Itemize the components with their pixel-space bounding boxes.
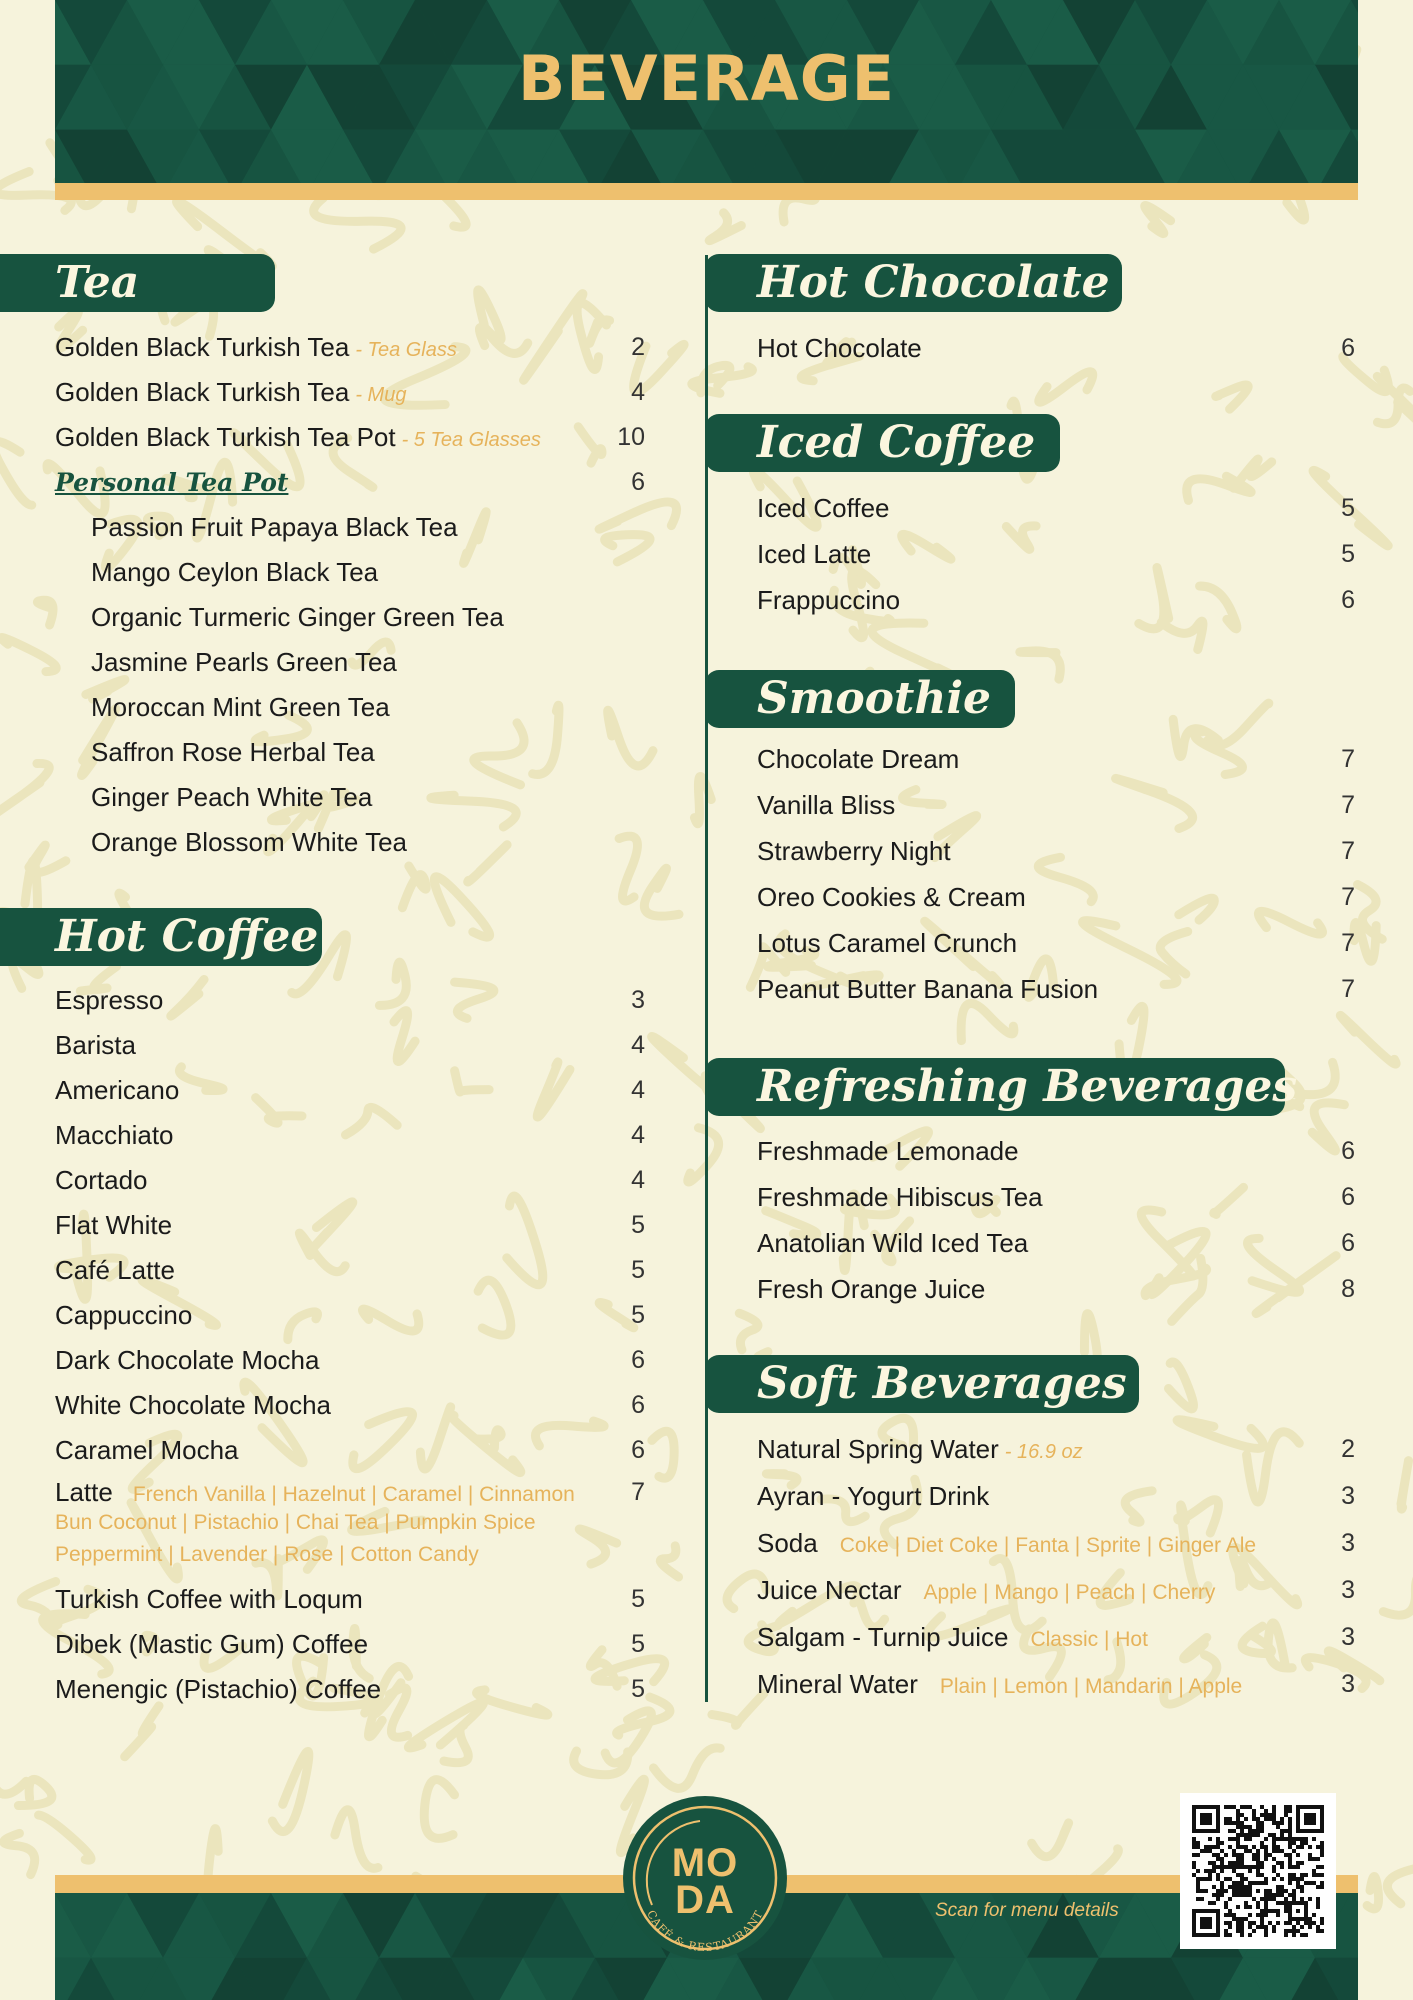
item-price: 6 — [631, 1436, 645, 1464]
item-name: Cappuccino — [55, 1300, 193, 1330]
item-name: Flat White — [55, 1210, 173, 1240]
item-price: 6 — [631, 1346, 645, 1374]
section-heading-iced-coffee: Iced Coffee — [705, 414, 1060, 472]
item-name: Iced Latte — [757, 539, 872, 569]
menu-item — [757, 875, 1355, 921]
menu-item — [55, 1158, 645, 1203]
item-note: - Tea Glass — [355, 339, 457, 361]
item-price: 4 — [631, 1121, 645, 1149]
item-price: 6 — [631, 468, 645, 496]
menu-item — [757, 1615, 1355, 1662]
smoothie-list — [757, 737, 1355, 1013]
item-price: 5 — [1341, 494, 1355, 522]
item-options: Classic | Hot — [1030, 1628, 1148, 1651]
menu-item — [757, 578, 1355, 624]
menu-item — [757, 1221, 1355, 1267]
item-price: 4 — [631, 378, 645, 406]
item-name: Turkish Coffee with Loqum — [55, 1584, 363, 1614]
item-name: White Chocolate Mocha — [55, 1390, 332, 1420]
logo-text-top: MO — [671, 1841, 739, 1885]
item-name: Barista — [55, 1030, 136, 1060]
item-price: 6 — [1341, 1229, 1355, 1257]
menu-item — [757, 1662, 1355, 1709]
item-options: French Vanilla | Hazelnut | Caramel | Cinnamon — [132, 1483, 575, 1506]
item-options: Plain | Lemon | Mandarin | Apple — [939, 1675, 1243, 1698]
menu-item — [55, 1248, 645, 1293]
menu-item — [757, 1175, 1355, 1221]
item-price: 5 — [631, 1585, 645, 1613]
item-name: Menengic (Pistachio) Coffee — [55, 1674, 382, 1704]
logo-text-bottom: DA — [675, 1878, 735, 1922]
section-heading-hot-chocolate: Hot Chocolate — [705, 254, 1122, 312]
item-options: Coke | Diet Coke | Fanta | Sprite | Ginger Ale — [839, 1534, 1257, 1557]
tea-variety: Organic Turmeric Ginger Green Tea — [91, 602, 504, 632]
item-name: Soda — [757, 1528, 818, 1558]
menu-item — [757, 1427, 1355, 1474]
menu-item — [55, 415, 645, 460]
item-name: Dibek (Mastic Gum) Coffee — [55, 1629, 369, 1659]
tea-list — [55, 325, 645, 865]
moda-logo — [620, 1793, 790, 1963]
item-price: 4 — [631, 1166, 645, 1194]
item-name: Cortado — [55, 1165, 148, 1195]
item-price: 7 — [1341, 975, 1355, 1003]
menu-item — [757, 1129, 1355, 1175]
soft-beverages-list — [757, 1427, 1355, 1709]
item-price: 3 — [1341, 1482, 1355, 1510]
item-name: Caramel Mocha — [55, 1435, 239, 1465]
item-options: Bun Coconut | Pistachio | Chai Tea | Pumpkin Spice — [55, 1511, 536, 1534]
item-price: 5 — [631, 1256, 645, 1284]
menu-item — [55, 1577, 645, 1622]
item-price: 4 — [631, 1031, 645, 1059]
menu-item — [55, 1338, 645, 1383]
item-options: Peppermint | Lavender | Rose | Cotton Candy — [55, 1543, 479, 1566]
item-price: 3 — [1341, 1576, 1355, 1604]
section-heading-smoothie: Smoothie — [705, 670, 1015, 728]
menu-item — [55, 978, 645, 1023]
item-name: Frappuccino — [757, 585, 901, 615]
header-gold-stripe — [55, 183, 1358, 200]
tea-variety: Saffron Rose Herbal Tea — [91, 737, 375, 767]
menu-item — [55, 1068, 645, 1113]
item-price: 7 — [1341, 883, 1355, 911]
item-name: Salgam - Turnip Juice — [757, 1622, 1009, 1652]
tea-variety: Ginger Peach White Tea — [91, 782, 373, 812]
item-name: Anatolian Wild Iced Tea — [757, 1228, 1029, 1258]
item-note: - 5 Tea Glasses — [401, 429, 541, 451]
item-price: 6 — [1341, 1183, 1355, 1211]
section-heading-hot-coffee: Hot Coffee — [0, 908, 322, 966]
section-heading-refreshing-beverages: Refreshing Beverages — [705, 1058, 1285, 1116]
menu-item — [55, 1293, 645, 1338]
item-price: 3 — [1341, 1623, 1355, 1651]
item-name: Freshmade Lemonade — [757, 1136, 1019, 1166]
page-title: BEVERAGE — [518, 42, 895, 115]
item-price: 5 — [631, 1301, 645, 1329]
menu-item — [55, 1113, 645, 1158]
iced-coffee-list — [757, 486, 1355, 624]
item-name: Dark Chocolate Mocha — [55, 1345, 320, 1375]
qr-code-icon — [1192, 1805, 1324, 1937]
item-name: Peanut Butter Banana Fusion — [757, 974, 1099, 1004]
section-heading-soft-beverages: Soft Beverages — [705, 1355, 1139, 1413]
scan-label: Scan for menu details — [935, 1900, 1119, 1921]
item-name: Macchiato — [55, 1120, 174, 1150]
personal-tea-pot-link[interactable] — [55, 460, 645, 505]
hot-coffee-list — [55, 978, 645, 1712]
item-name: Golden Black Turkish Tea — [55, 332, 350, 362]
menu-item — [757, 486, 1355, 532]
menu-item — [757, 1521, 1355, 1568]
menu-item — [757, 967, 1355, 1013]
item-price: 6 — [1341, 1137, 1355, 1165]
item-price: 6 — [631, 1391, 645, 1419]
item-price: 5 — [1341, 540, 1355, 568]
menu-item-latte — [55, 1473, 645, 1507]
menu-item — [55, 1203, 645, 1248]
menu-item — [55, 1428, 645, 1473]
qr-code[interactable] — [1180, 1793, 1336, 1949]
item-name: Latte — [55, 1477, 113, 1507]
item-price: 7 — [631, 1478, 645, 1506]
item-price: 3 — [1341, 1529, 1355, 1557]
item-price: 5 — [631, 1630, 645, 1658]
menu-item — [757, 783, 1355, 829]
item-name: Strawberry Night — [757, 836, 951, 866]
menu-item — [55, 325, 645, 370]
item-name: Vanilla Bliss — [757, 790, 896, 820]
menu-item — [55, 1622, 645, 1667]
menu-item — [757, 737, 1355, 783]
item-name: Lotus Caramel Crunch — [757, 928, 1018, 958]
item-price: 10 — [617, 423, 645, 451]
refreshing-list — [757, 1129, 1355, 1313]
menu-item — [55, 1023, 645, 1068]
item-price: 8 — [1341, 1275, 1355, 1303]
tea-variety: Mango Ceylon Black Tea — [91, 557, 379, 587]
logo-ring-text: CAFÉ & RESTAURANT — [644, 1908, 766, 1955]
item-price: 3 — [631, 986, 645, 1014]
tea-variety: Passion Fruit Papaya Black Tea — [91, 512, 458, 542]
section-heading-tea: Tea — [0, 254, 275, 312]
hot-chocolate-list — [757, 326, 1355, 371]
item-price: 6 — [1341, 334, 1355, 362]
item-note: - Mug — [355, 384, 407, 406]
menu-item — [55, 370, 645, 415]
item-name: Hot Chocolate — [757, 333, 922, 363]
menu-item — [757, 326, 1355, 371]
item-name: Café Latte — [55, 1255, 175, 1285]
item-name: Iced Coffee — [757, 493, 890, 523]
item-name: Espresso — [55, 985, 164, 1015]
menu-item — [757, 829, 1355, 875]
item-price: 5 — [631, 1211, 645, 1239]
menu-item — [757, 1267, 1355, 1313]
tea-variety: Moroccan Mint Green Tea — [91, 692, 390, 722]
menu-item — [55, 1383, 645, 1428]
tea-variety: Orange Blossom White Tea — [91, 827, 407, 857]
column-divider — [705, 255, 708, 1702]
item-price: 2 — [1341, 1435, 1355, 1463]
item-price: 7 — [1341, 837, 1355, 865]
item-price: 3 — [1341, 1670, 1355, 1698]
item-price: 6 — [1341, 586, 1355, 614]
item-price: 7 — [1341, 791, 1355, 819]
item-note: - 16.9 oz — [1004, 1441, 1083, 1463]
item-name: Fresh Orange Juice — [757, 1274, 986, 1304]
item-name: Oreo Cookies & Cream — [757, 882, 1026, 912]
item-price: 7 — [1341, 745, 1355, 773]
item-name: Juice Nectar — [757, 1575, 902, 1605]
item-price: 4 — [631, 1076, 645, 1104]
menu-item — [757, 532, 1355, 578]
item-options: Apple | Mango | Peach | Cherry — [923, 1581, 1216, 1604]
item-name: Ayran - Yogurt Drink — [757, 1481, 990, 1511]
item-name[interactable]: Personal Tea Pot — [55, 468, 289, 497]
item-name: Golden Black Turkish Tea — [55, 377, 350, 407]
item-name: Golden Black Turkish Tea Pot — [55, 422, 396, 452]
item-name: Americano — [55, 1075, 180, 1105]
item-price: 2 — [631, 333, 645, 361]
item-name: Natural Spring Water — [757, 1434, 999, 1464]
menu-item — [757, 921, 1355, 967]
item-name: Chocolate Dream — [757, 744, 960, 774]
item-name: Mineral Water — [757, 1669, 918, 1699]
tea-variety: Jasmine Pearls Green Tea — [91, 647, 397, 677]
header-banner — [55, 0, 1358, 200]
item-name: Freshmade Hibiscus Tea — [757, 1182, 1043, 1212]
menu-item — [55, 1667, 645, 1712]
item-price: 7 — [1341, 929, 1355, 957]
menu-item — [757, 1474, 1355, 1521]
item-price: 5 — [631, 1675, 645, 1703]
menu-item — [757, 1568, 1355, 1615]
